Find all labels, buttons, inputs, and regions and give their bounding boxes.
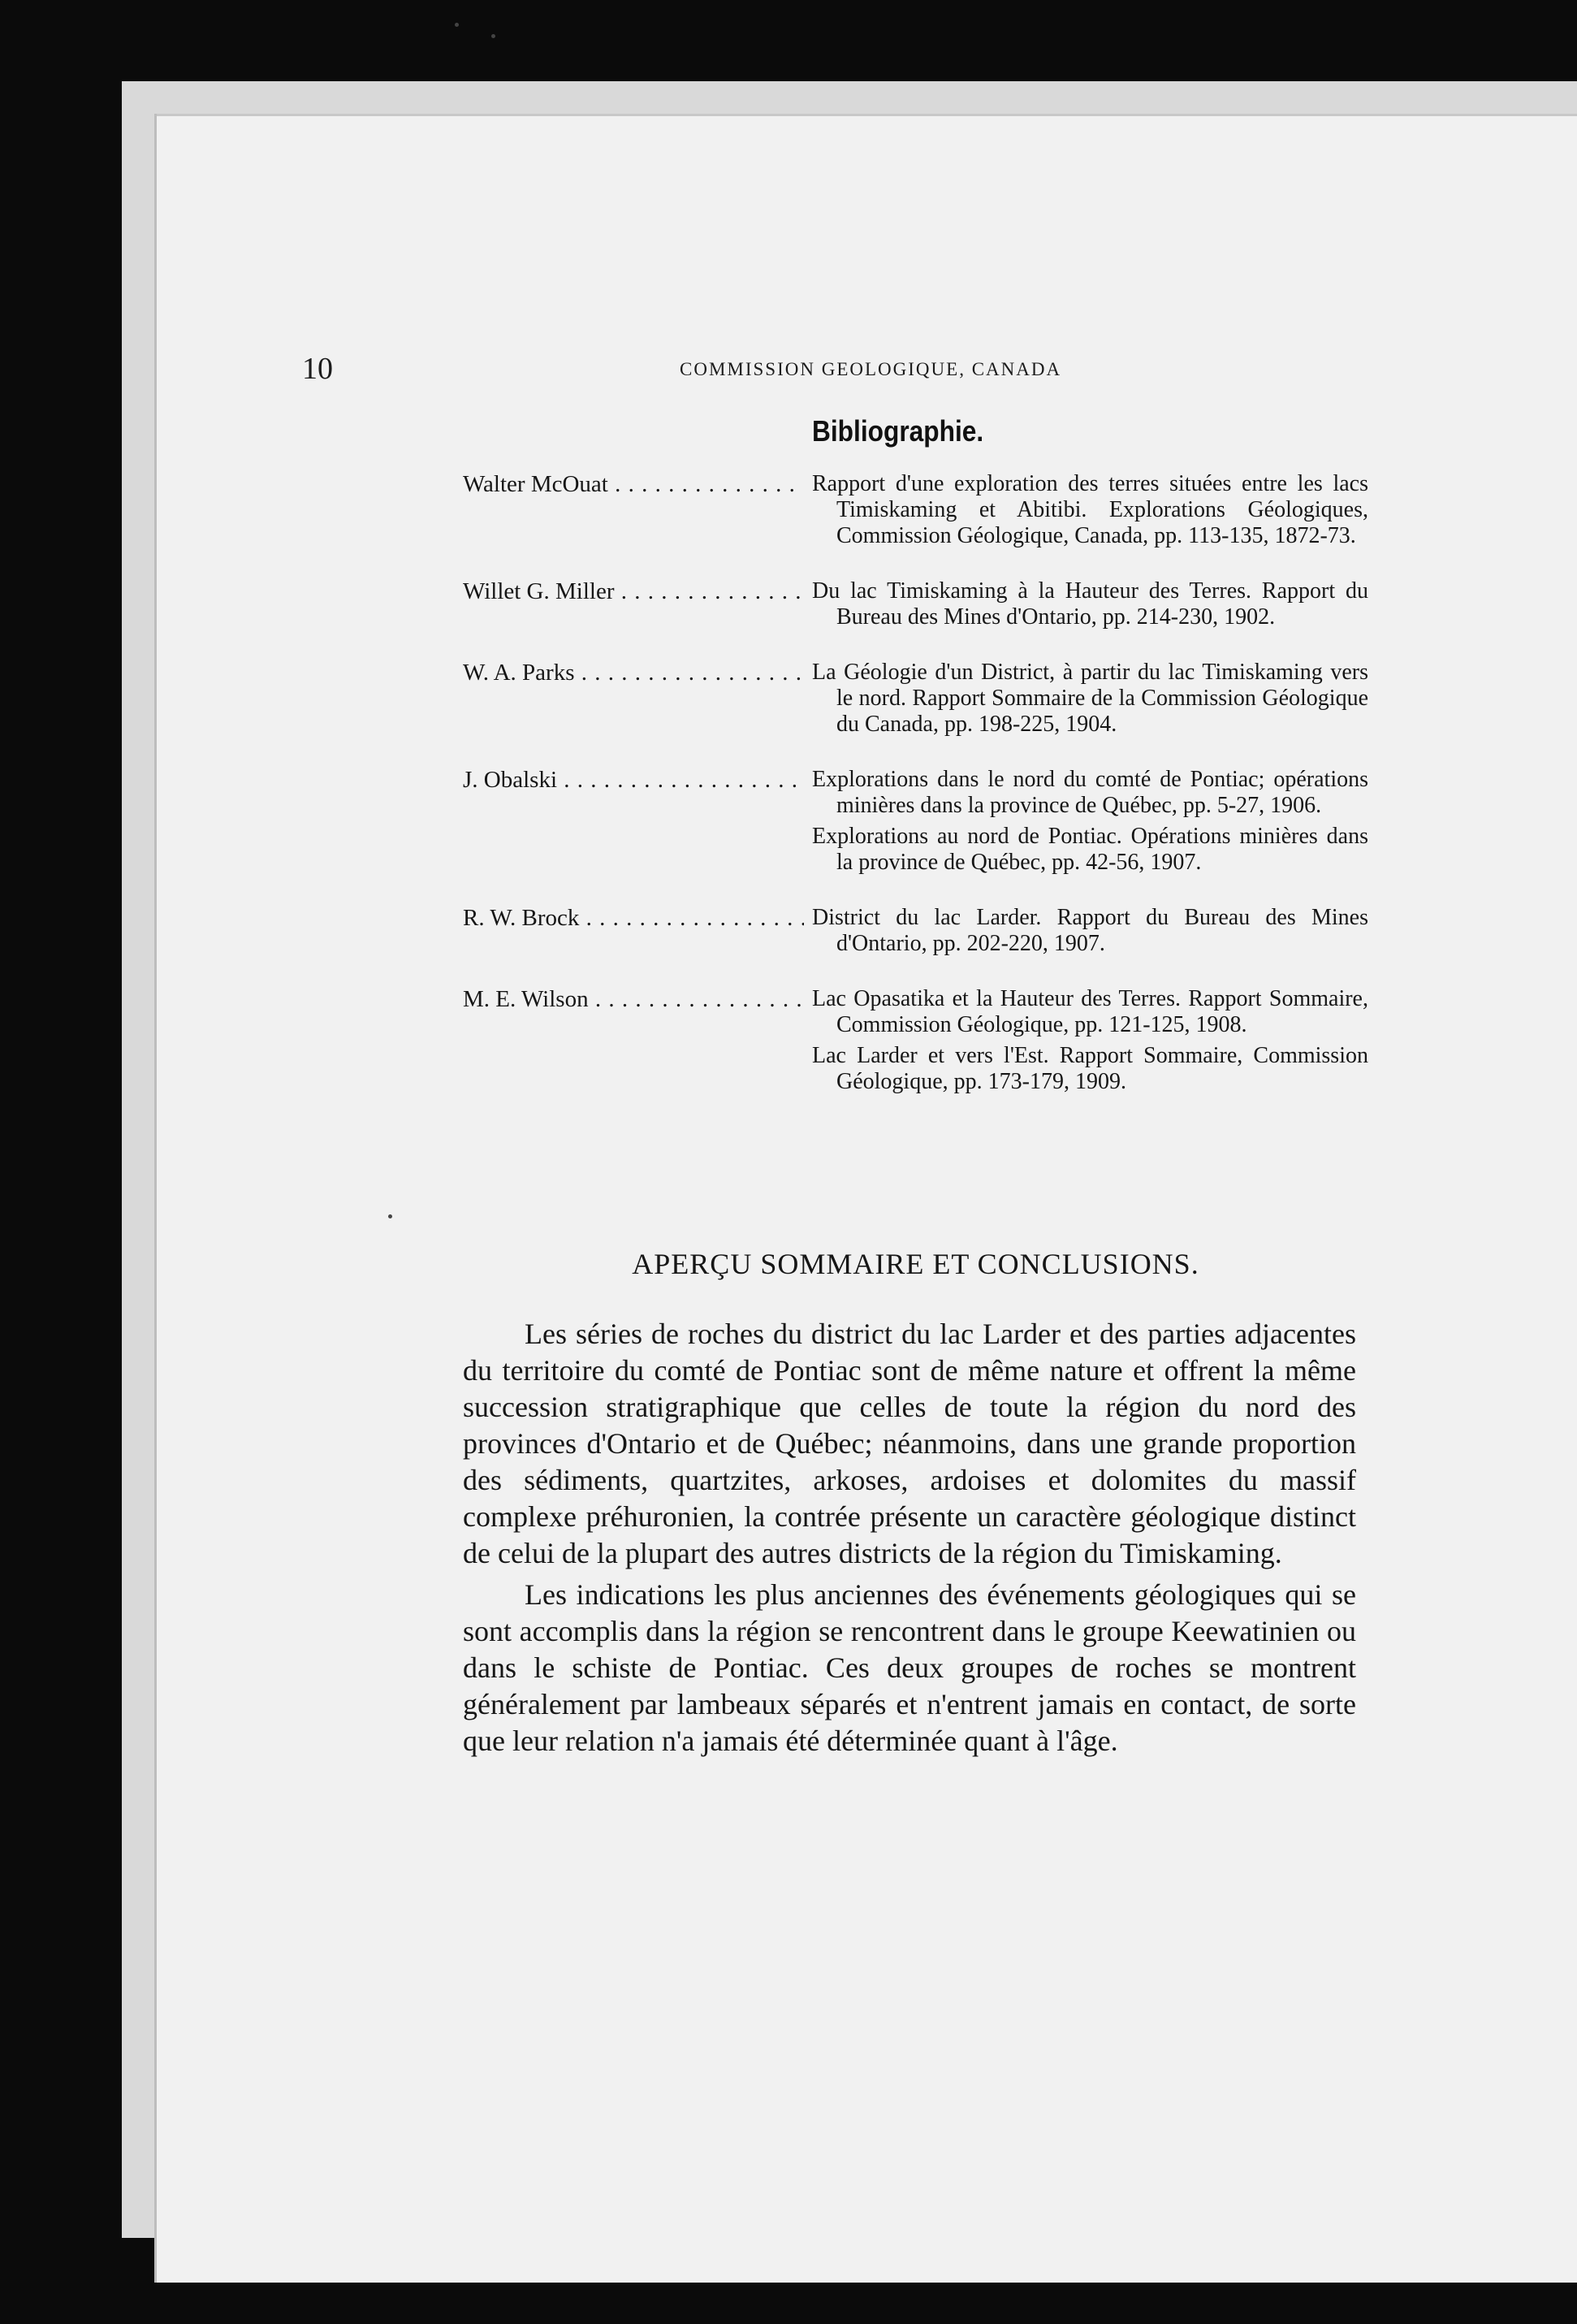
running-title: COMMISSION GEOLOGIQUE, CANADA	[680, 359, 1062, 379]
bib-author: W. A. Parks . . .	[463, 660, 804, 686]
bib-works	[812, 905, 1368, 957]
bibliography-entry	[463, 471, 1368, 549]
bibliography-entry	[463, 660, 1368, 738]
bib-works	[812, 767, 1368, 876]
bib-author: Willet G. Miller . . .	[463, 578, 804, 604]
bib-author: J. Obalski . . .	[463, 767, 804, 793]
paragraph: Les séries de roches du district du lac Larder et des parties adjacentes du territoire du comté de Pontiac sont de même nature et offrent la même succession stratigraphique que celles de toute la région du nord des provinces d'Ontario et de Québec; néanmoins, dans une grande proportion des sédiments, quartzites, arkoses, ardoises et dolomites du massif complexe préhuronien, la contrée présente un caractère géologique distinct de celui de la plupart des autres districts de la région du Timiskaming.	[463, 1318, 1356, 1569]
paragraph: Les indications les plus anciennes des événements géologiques qui se sont accomplis dans la région se rencontrent dans le groupe Keewatinien ou dans le schiste de Pontiac. Ces deux groupes de roches se montrent généralement par lambeaux séparés et n'entrent jamais en contact, de sorte que leur relation n'a jamais été déterminée quant à l'âge.	[463, 1578, 1356, 1757]
summary-heading: APERÇU SOMMAIRE ET CONCLUSIONS.	[632, 1248, 1199, 1280]
speck	[491, 34, 495, 38]
bib-work: Explorations au nord de Pontiac. Opérations minières dans la province de Québec, pp. 42-56, 1907.	[812, 824, 1368, 875]
bib-work: Lac Opasatika et la Hauteur des Terres. Rapport Sommaire, Commission Géologique, pp. 121-125, 1908.	[812, 986, 1368, 1037]
page-number: 10	[302, 352, 333, 386]
bib-work: District du lac Larder. Rapport du Bureau des Mines d'Ontario, pp. 202-220, 1907.	[812, 905, 1368, 956]
bib-work: La Géologie d'un District, à partir du lac Timiskaming vers le nord. Rapport Sommaire de la Commission Géologique du Canada, pp. 198-225, 1904.	[812, 660, 1368, 737]
page-header	[302, 351, 1358, 392]
bib-work: Explorations dans le nord du comté de Pontiac; opérations minières dans la province de Québec, pp. 5-27, 1906.	[812, 767, 1368, 818]
speck	[388, 1214, 392, 1218]
bib-works	[812, 986, 1368, 1095]
bib-works	[812, 578, 1368, 630]
bibliography-entry	[463, 767, 1368, 876]
bibliography-entry	[463, 578, 1368, 630]
bibliography-entry	[463, 986, 1368, 1095]
bib-work: Du lac Timiskaming à la Hauteur des Terres. Rapport du Bureau des Mines d'Ontario, pp. 214-230, 1902.	[812, 578, 1368, 630]
bib-work: Lac Larder et vers l'Est. Rapport Sommaire, Commission Géologique, pp. 173-179, 1909.	[812, 1043, 1368, 1094]
bibliography-list	[463, 471, 1368, 1124]
bib-author: R. W. Brock . . .	[463, 905, 804, 931]
summary-body	[463, 1316, 1356, 1764]
bib-works	[812, 660, 1368, 738]
speck	[455, 23, 459, 27]
bibliography-heading: Bibliographie.	[812, 414, 984, 448]
bib-author: Walter McOuat . . .	[463, 471, 804, 497]
bibliography-entry	[463, 905, 1368, 957]
bib-work: Rapport d'une exploration des terres situées entre les lacs Timiskaming et Abitibi. Explorations Géologiques, Commission Géologique, Canada, pp. 113-135, 1872-73.	[812, 471, 1368, 548]
bib-author: M. E. Wilson . . .	[463, 986, 804, 1012]
bib-works	[812, 471, 1368, 549]
